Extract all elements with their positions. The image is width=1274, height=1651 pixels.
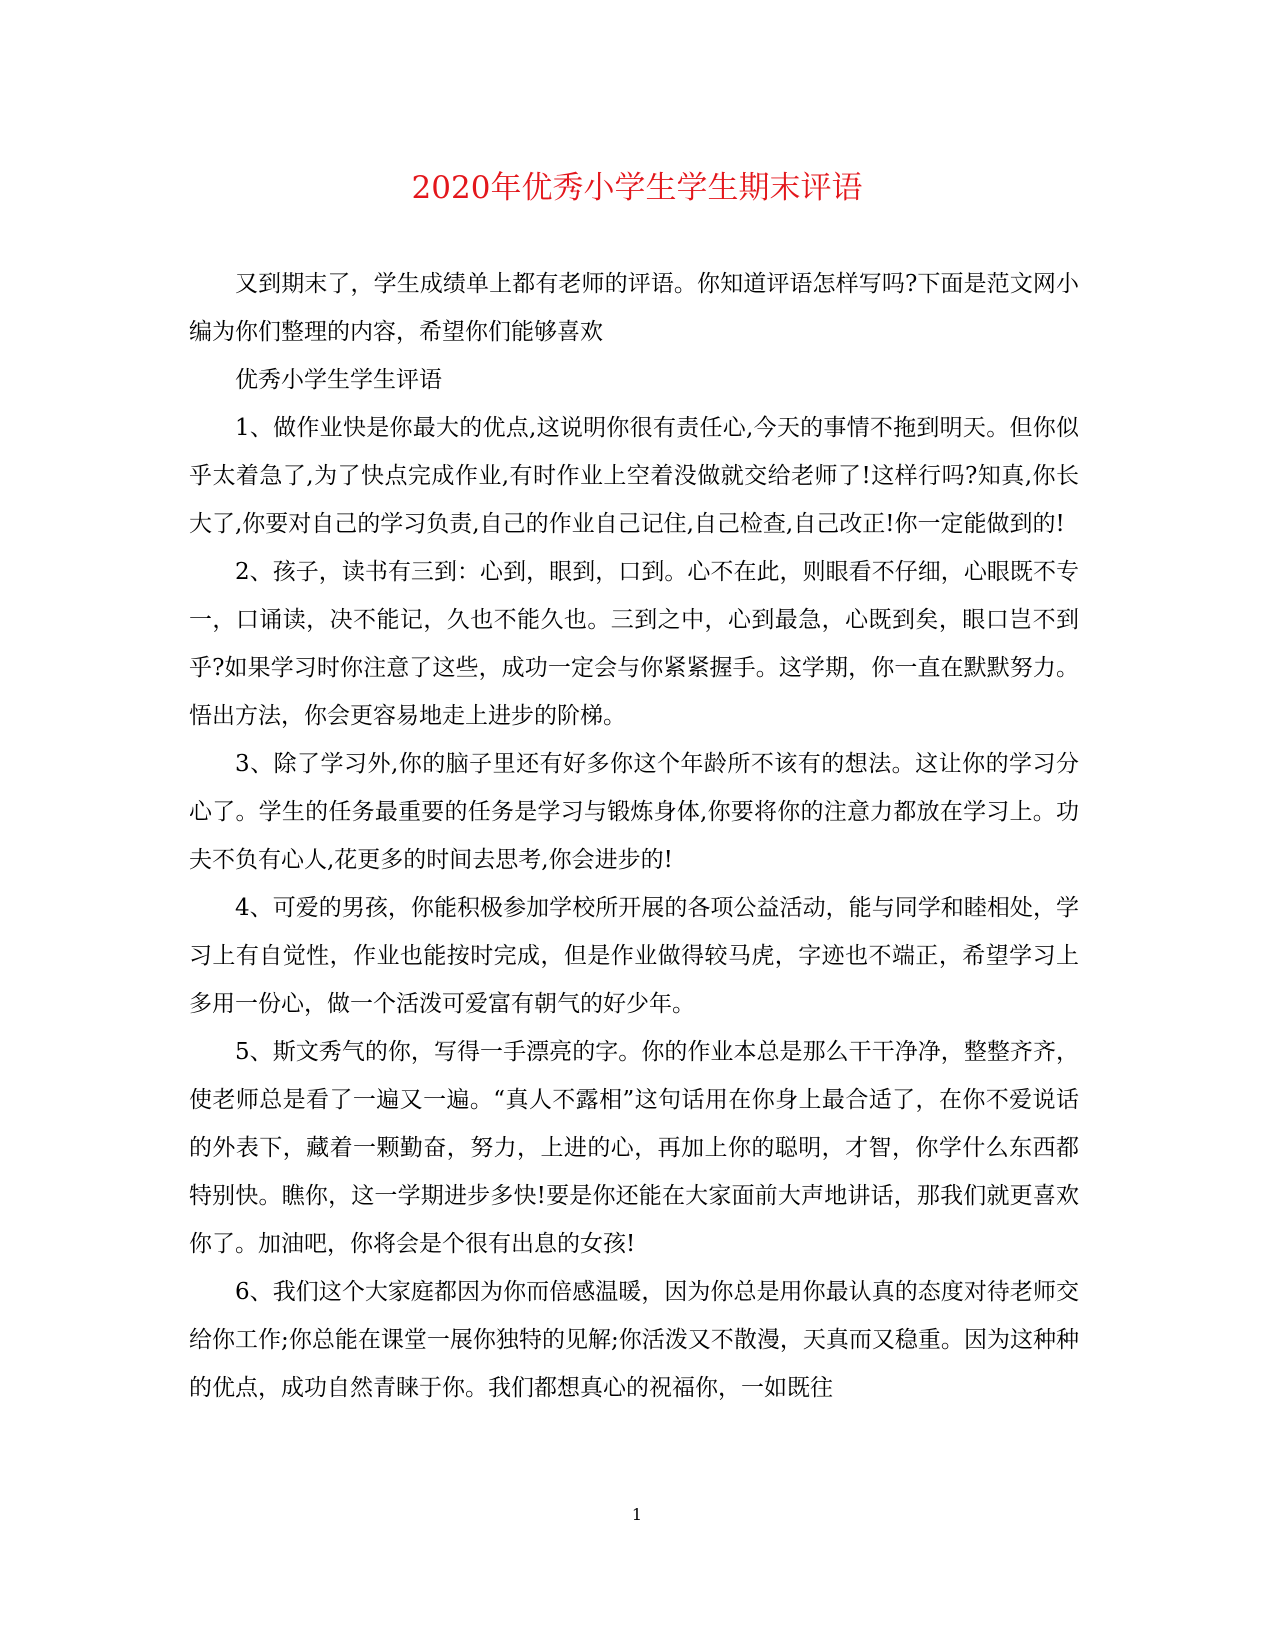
page-number: 1	[631, 1505, 643, 1524]
comment-paragraph-6: 6、我们这个大家庭都因为你而倍感温暖，因为你总是用你最认真的态度对待老师交给你工作;你总能在课堂一展你独特的见解;你活泼又不散漫，天真而又稳重。因为这种种的优点，成功自然青睐于你。我们都想真心的祝福你，一如既往	[189, 1279, 1079, 1401]
document-title: 2020年优秀小学生学生期末评语	[411, 170, 863, 206]
comment-paragraph-4: 4、可爱的男孩，你能积极参加学校所开展的各项公益活动，能与同学和睦相处，学习上有自觉性，作业也能按时完成，但是作业做得较马虎，字迹也不端正，希望学习上多用一份心，做一个活泼可爱富有朝气的好少年。	[189, 895, 1079, 1017]
intro-paragraph: 又到期末了，学生成绩单上都有老师的评语。你知道评语怎样写吗?下面是范文网小编为你们整理的内容，希望你们能够喜欢	[189, 271, 1079, 345]
document-body	[189, 260, 1079, 1412]
comment-paragraph-2: 2、孩子，读书有三到：心到，眼到，口到。心不在此，则眼看不仔细，心眼既不专一，口诵读，决不能记，久也不能久也。三到之中，心到最急，心既到矣，眼口岂不到乎?如果学习时你注意了这些，成功一定会与你紧紧握手。这学期，你一直在默默努力。悟出方法，你会更容易地走上进步的阶梯。	[189, 559, 1079, 729]
section-heading: 优秀小学生学生评语	[235, 367, 442, 393]
comment-paragraph-1: 1、做作业快是你最大的优点,这说明你很有责任心,今天的事情不拖到明天。但你似乎太着急了,为了快点完成作业,有时作业上空着没做就交给老师了!这样行吗?知真,你长大了,你要对自己的学习负责,自己的作业自己记住,自己检查,自己改正!你一定能做到的!	[189, 415, 1079, 537]
comment-paragraph-3: 3、除了学习外,你的脑子里还有好多你这个年龄所不该有的想法。这让你的学习分心了。学生的任务最重要的任务是学习与锻炼身体,你要将你的注意力都放在学习上。功夫不负有心人,花更多的时间去思考,你会进步的!	[189, 751, 1079, 873]
comment-paragraph-5: 5、斯文秀气的你，写得一手漂亮的字。你的作业本总是那么干干净净，整整齐齐，使老师总是看了一遍又一遍。“真人不露相”这句话用在你身上最合适了，在你不爱说话的外表下，藏着一颗勤奋，努力，上进的心，再加上你的聪明，才智，你学什么东西都特别快。瞧你，这一学期进步多快!要是你还能在大家面前大声地讲话，那我们就更喜欢你了。加油吧，你将会是个很有出息的女孩!	[189, 1039, 1079, 1257]
